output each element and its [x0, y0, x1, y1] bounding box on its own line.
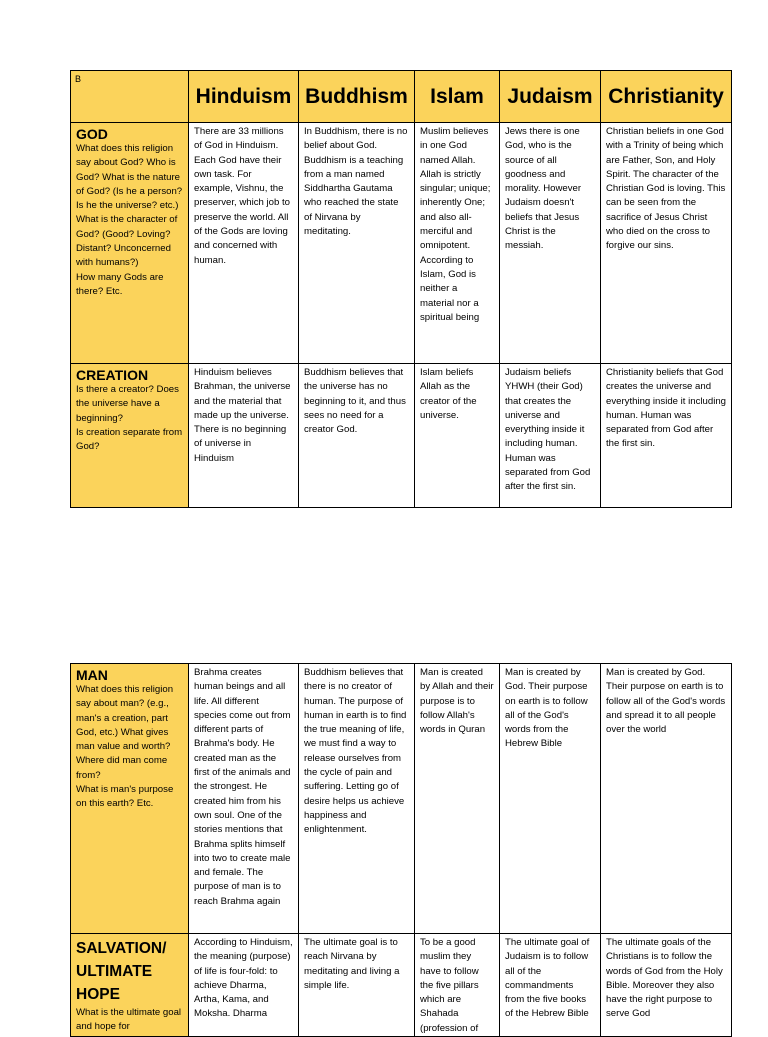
header-hinduism: Hinduism	[189, 71, 299, 123]
cell-salvation-islam: To be a good muslim they have to follow the five pillars which are Shahada (profession of	[415, 934, 500, 1037]
religions-table-bottom	[70, 663, 732, 1037]
cell-god-christianity: Christian beliefs in one God with a Trinity of being which are Father, Son, and Holy Spirit. The character of the Christian God is loving. This can be seen from the sacrifice of Jesus Christ who died on the cross to forgive our sins.	[601, 123, 732, 364]
row-salvation	[71, 934, 732, 1037]
cell-man-hinduism: Brahma creates human beings and all life. All different species come out from different parts of Brahma's body. He created man as the first of the animals and the strongest. He created him from his own soul. One of the stories mentions that Brahma splits himself into two to create male and female. The purpose of man is to reach Brahma again	[189, 664, 299, 934]
cell-salvation-buddhism: The ultimate goal is to reach Nirvana by meditating and living a simple life.	[299, 934, 415, 1037]
header-islam: Islam	[415, 71, 500, 123]
row-question: What is the ultimate goal and hope for	[76, 1007, 182, 1033]
row-question: What does this religion say about man? (e.g., man's a creation, part God, etc.) What gives man value and worth? Where did man come from? What is man's purpose on this earth? Etc.	[76, 684, 174, 810]
cell-god-judaism: Jews there is one God, who is the source of all goodness and morality. However Judaism doesn't beliefs that Jesus Christ is the messiah.	[500, 123, 601, 364]
corner-cell: B	[71, 71, 189, 123]
cell-salvation-judaism: The ultimate goal of Judaism is to follow all of the commandments from the five books of the Hebrew Bible	[500, 934, 601, 1037]
cell-man-christianity: Man is created by God. Their purpose on earth is to follow all of the God's words and spread it to all people over the world	[601, 664, 732, 934]
cell-creation-buddhism: Buddhism believes that the universe has no beginning to it, and thus sees no need for a creator God.	[299, 364, 415, 508]
row-creation	[71, 364, 732, 508]
row-question: Is there a creator? Does the universe have a beginning? Is creation separate from God?	[76, 384, 183, 453]
cell-god-buddhism: In Buddhism, there is no belief about God. Buddhism is a teaching from a man named Siddhartha Gautama who reached the state of Nirvana by meditating.	[299, 123, 415, 364]
row-god	[71, 123, 732, 364]
row-title: GOD	[76, 126, 108, 142]
header-row	[71, 71, 732, 123]
row-title: CREATION	[76, 367, 149, 383]
row-man	[71, 664, 732, 934]
cell-salvation-hinduism: According to Hinduism, the meaning (purpose) of life is four-fold: to achieve Dharma, Artha, Kama, and Moksha. Dharma	[189, 934, 299, 1037]
cell-god-islam: Muslim believes in one God named Allah. Allah is strictly singular; unique; inherently One; and also all-merciful and omnipotent. According to Islam, God is neither a material nor a spiritual being	[415, 123, 500, 364]
cell-man-buddhism: Buddhism believes that there is no creator of human. The purpose of human in earth is to find the true meaning of life, we must find a way to release ourselves from the cycle of pain and suffering. Letting go of desire helps us achieve happiness and enlightenment.	[299, 664, 415, 934]
cell-creation-christianity: Christianity beliefs that God creates the universe and everything inside it including human. Human was separated from God after the first sin.	[601, 364, 732, 508]
question-cell-man	[71, 664, 189, 934]
cell-creation-islam: Islam beliefs Allah as the creator of the universe.	[415, 364, 500, 508]
header-buddhism: Buddhism	[299, 71, 415, 123]
row-title: SALVATION/ ULTIMATE HOPE	[76, 940, 167, 1003]
header-christianity: Christianity	[601, 71, 732, 123]
cell-salvation-christianity: The ultimate goals of the Christians is to follow the words of God from the Holy Bible. Moreover they also have the right purpose to serve God	[601, 934, 732, 1037]
row-question: What does this religion say about God? Who is God? What is the nature of God? (Is he a person? Is he the universe? etc.) What is the character of God? (Good? Loving? Distant? Unconcerned with humans?) How many Gods are there? Etc.	[76, 143, 183, 297]
row-title: MAN	[76, 667, 108, 683]
cell-god-hinduism: There are 33 millions of God in Hinduism. Each God have their own task. For example, Vishnu, the preserver, which job to preserve the world. All of the Gods are loving and concerned with human.	[189, 123, 299, 364]
cell-man-judaism: Man is created by God. Their purpose on earth is to follow all of the God's words from the Hebrew Bible	[500, 664, 601, 934]
header-judaism: Judaism	[500, 71, 601, 123]
question-cell-god	[71, 123, 189, 364]
religions-table-top	[70, 70, 732, 508]
cell-creation-hinduism: Hinduism believes Brahman, the universe and the material that made up the universe. There is no beginning of universe in Hinduism	[189, 364, 299, 508]
question-cell-creation	[71, 364, 189, 508]
question-cell-salvation	[71, 934, 189, 1037]
cell-man-islam: Man is created by Allah and their purpose is to follow Allah's words in Quran	[415, 664, 500, 934]
cell-creation-judaism: Judaism beliefs YHWH (their God) that creates the universe and everything inside it including human. Human was separated from God after the first sin.	[500, 364, 601, 508]
